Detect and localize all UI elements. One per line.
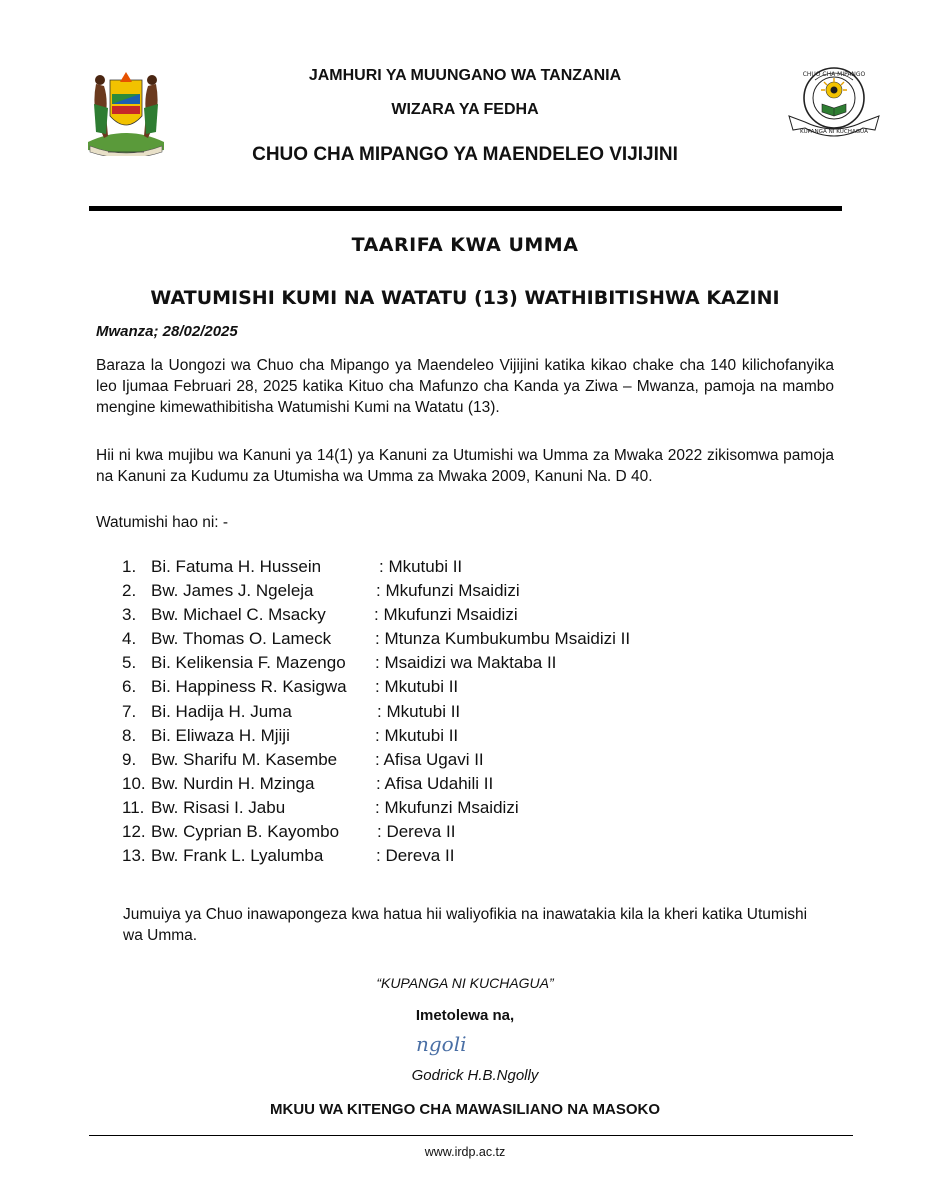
signatory-name: Godrick H.B.Ngolly — [411, 1067, 539, 1084]
signature-image — [410, 1029, 500, 1061]
staff-name: Bw. James J. Ngeleja — [151, 581, 314, 601]
staff-name: Bw. Frank L. Lyalumba — [151, 846, 324, 866]
place-date: Mwanza; 28/02/2025 — [96, 323, 238, 340]
paragraph-1: Baraza la Uongozi wa Chuo cha Mipango ya Maendeleo Vijijini katika kikao chake cha 140 kilichofanyika leo Ijumaa Februari 28, 2025 katika Kituo cha Mafunzo cha Kanda ya Ziwa – Mwanza, pamoja na mambo mengine kimewathibitisha Watumishi Kumi na Watatu (13). — [96, 357, 834, 416]
staff-name: Bw. Cyprian B. Kayombo — [151, 822, 340, 842]
seal-motto-text: KUPANGA NI KUCHAGUA — [800, 129, 868, 135]
item-number: 10. — [122, 773, 146, 793]
staff-name: Bi. Eliwaza H. Mjiji — [151, 725, 290, 745]
item-number: 1. — [122, 557, 137, 576]
staff-role: : Msaidizi wa Maktaba II — [375, 653, 557, 673]
issued-by-label: Imetolewa na, — [415, 1007, 515, 1024]
signatory-title: MKUU WA KITENGO CHA MAWASILIANO NA MASOKO — [270, 1101, 660, 1118]
item-number: 7. — [122, 701, 137, 721]
staff-role: : Mkutubi II — [377, 701, 461, 721]
staff-role: : Dereva II — [376, 846, 455, 866]
staff-role: : Mkufunzi Msaidizi — [375, 797, 519, 817]
seal-top-text: CHUO CHA MIPANGO — [802, 71, 866, 78]
header-divider — [89, 206, 842, 211]
item-number: 11. — [122, 797, 145, 817]
item-number: 9. — [122, 749, 137, 769]
staff-name: Bw. Michael C. Msacky — [151, 605, 326, 625]
country-name: JAMHURI YA MUUNGANO WA TANZANIA — [308, 67, 622, 84]
institution-name: CHUO CHA MIPANGO YA MAENDELEO VIJIJINI — [252, 144, 678, 165]
closing-paragraph: Jumuiya ya Chuo inawapongeza kwa hatua hii waliyofikia na inawatakia kila la kheri katika Utumishi wa Umma. — [123, 906, 808, 944]
staff-name: Bi. Fatuma H. Hussein — [151, 557, 322, 576]
staff-role: : Mkufunzi Msaidizi — [374, 605, 518, 625]
item-number: 13. — [122, 846, 146, 866]
staff-role: : Dereva II — [377, 822, 456, 842]
staff-name: Bw. Risasi I. Jabu — [151, 797, 286, 817]
notice-headline: WATUMISHI KUMI NA WATATU (13) WATHIBITISHWA KAZINI — [150, 287, 780, 309]
staff-name: Bw. Sharifu M. Kasembe — [151, 749, 338, 769]
staff-role: : Mkutubi II — [375, 677, 459, 697]
staff-name: Bi. Hadija H. Juma — [151, 701, 292, 721]
notice-title: TAARIFA KWA UMMA — [351, 234, 579, 256]
staff-role: : Afisa Ugavi II — [375, 749, 484, 769]
item-number: 2. — [122, 581, 137, 601]
item-number: 5. — [122, 653, 137, 673]
staff-role: : Mkutubi II — [375, 725, 459, 745]
staff-role: : Mtunza Kumbukumbu Msaidizi II — [375, 629, 631, 649]
staff-name: Bw. Nurdin H. Mzinga — [151, 773, 315, 793]
paragraph-2: Hii ni kwa mujibu wa Kanuni ya 14(1) ya Kanuni za Utumishi wa Umma za Mwaka 2022 zikisomwa pamoja na Kanuni za Kudumu za Utumisha wa Umma za Mwaka 2009, Kanuni Na. D 40. — [96, 447, 834, 485]
ministry-name: WIZARA YA FEDHA — [391, 101, 539, 118]
item-number: 8. — [122, 725, 137, 745]
staff-name: Bi. Happiness R. Kasigwa — [151, 677, 347, 697]
item-number: 3. — [122, 605, 137, 625]
staff-role: : Mkutubi II — [379, 557, 463, 576]
staff-name: Bw. Thomas O. Lameck — [151, 629, 332, 649]
item-number: 6. — [122, 677, 137, 697]
footer-divider — [89, 1135, 853, 1136]
staff-name: Bi. Kelikensia F. Mazengo — [151, 653, 346, 673]
website-link[interactable]: www.irdp.ac.tz — [424, 1145, 506, 1159]
item-number: 12. — [122, 822, 146, 842]
svg-text:ngoli: ngoli — [416, 1032, 467, 1056]
staff-intro: Watumishi hao ni: - — [96, 514, 229, 531]
item-number: 4. — [122, 629, 137, 649]
staff-role: : Afisa Udahili II — [376, 773, 494, 793]
staff-role: : Mkufunzi Msaidizi — [376, 581, 520, 601]
motto: “KUPANGA NI KUCHAGUA” — [376, 975, 554, 991]
